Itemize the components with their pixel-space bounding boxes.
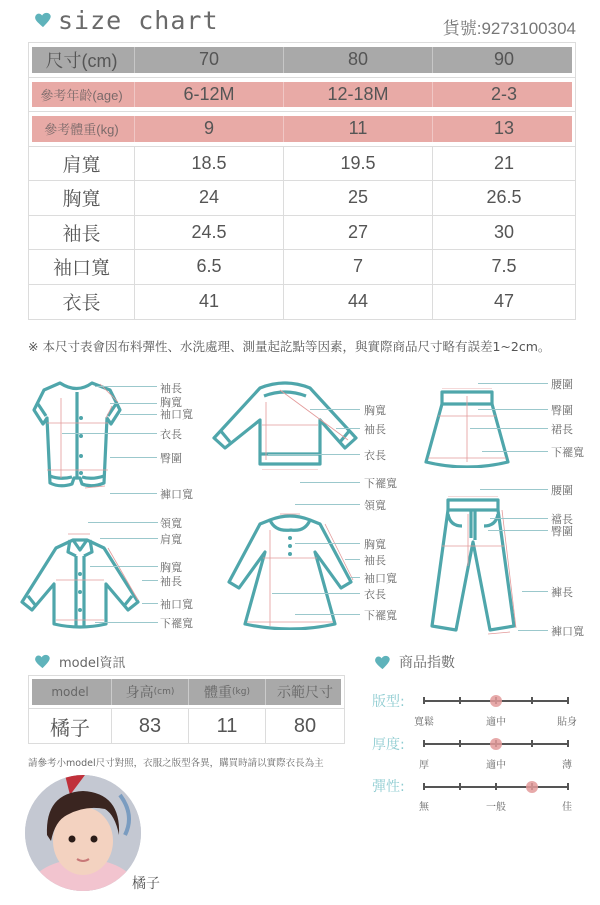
romper-label: 袖長	[160, 382, 182, 395]
scale-label: 貼身	[557, 717, 577, 728]
row-label: 袖口寬	[29, 250, 135, 284]
table-cell: 13	[493, 118, 515, 139]
model-section-label: model資訊	[59, 656, 126, 671]
model-height: 83	[112, 709, 189, 743]
scale-label: 佳	[562, 802, 572, 813]
pants-label: 臀圍	[551, 525, 573, 538]
model-avatar	[25, 775, 141, 891]
table-cell: 9	[135, 112, 284, 146]
table-cell: 26.5	[486, 187, 522, 208]
model-name: 橘子	[29, 709, 112, 743]
shirt-label: 胸寬	[160, 561, 182, 574]
table-cell: 7	[284, 250, 433, 284]
romper-label: 衣長	[160, 428, 182, 441]
weight-row	[29, 112, 575, 147]
header-model: model	[29, 676, 112, 708]
table-row	[29, 285, 575, 320]
model-section-title	[34, 652, 125, 671]
romper-label: 臀圍	[160, 452, 182, 465]
fit-indicator	[490, 695, 502, 707]
scale-label: 適中	[486, 717, 506, 728]
sweater-label: 胸寬	[364, 404, 386, 417]
table-cell: 12-18M	[284, 78, 433, 112]
heart-icon	[34, 12, 52, 28]
dress-label: 下襬寬	[364, 609, 397, 622]
scale-label: 薄	[562, 760, 572, 771]
table-cell: 19.5	[284, 147, 433, 181]
elasticity-indicator	[526, 781, 538, 793]
size-table	[28, 42, 576, 320]
elasticity-label: 彈性:	[372, 779, 405, 795]
table-row	[29, 147, 575, 182]
shirt-label: 袖長	[160, 575, 182, 588]
table-cell: 7.5	[491, 256, 517, 277]
table-cell: 21	[493, 152, 515, 173]
table-cell: 18.5	[135, 147, 284, 181]
table-cell: 44	[284, 285, 433, 320]
shirt-label: 領寬	[160, 517, 182, 530]
scale-label: 一般	[486, 802, 506, 813]
skirt-label: 下襬寬	[551, 446, 584, 459]
pants-diagram-icon	[428, 496, 518, 636]
heart-icon	[34, 654, 51, 669]
scale-label: 適中	[486, 760, 506, 771]
scale-label: 寬鬆	[414, 717, 434, 728]
dress-label: 袖長	[364, 554, 386, 567]
table-cell: 41	[135, 285, 284, 320]
weight-label: 參考體重(kg)	[29, 112, 135, 146]
thickness-label: 厚度:	[372, 737, 405, 753]
table-cell: 2-3	[490, 83, 517, 104]
product-sku: 貨號:9273100304	[442, 19, 576, 38]
pants-label: 襠長	[551, 513, 573, 526]
table-cell: 27	[284, 216, 433, 250]
model-table-row	[29, 709, 344, 743]
skirt-label: 臀圍	[551, 404, 573, 417]
size-90: 90	[493, 49, 515, 70]
pants-label: 腰圍	[551, 484, 573, 497]
row-label: 胸寬	[29, 181, 135, 215]
skirt-label: 腰圍	[551, 378, 573, 391]
row-label: 袖長	[29, 216, 135, 250]
dress-label: 胸寬	[364, 538, 386, 551]
product-index-label: 商品指數	[399, 655, 455, 671]
page-title: size chart	[58, 6, 219, 35]
scale-label: 厚	[419, 760, 429, 771]
model-note: 請參考小model尺寸對照，衣服之版型各異，購買時請以實際衣長為主	[28, 758, 324, 769]
row-label: 衣長	[29, 285, 135, 320]
size-header-row	[29, 43, 575, 78]
model-size: 80	[293, 714, 317, 737]
shirt-label: 肩寬	[160, 533, 182, 546]
pants-label: 褲口寬	[551, 625, 584, 638]
table-cell: 6.5	[135, 250, 284, 284]
table-cell: 24	[135, 181, 284, 215]
scale-label: 無	[419, 802, 429, 813]
age-label: 參考年齡(age)	[29, 78, 135, 112]
size-header-label: 尺寸(cm)	[29, 43, 135, 77]
size-disclaimer: ※ 本尺寸表會因布料彈性、水洗處理、測量起訖點等因素，與實際商品尺寸略有誤差1~2cm。	[28, 339, 551, 354]
shirt-label: 下襬寬	[160, 617, 193, 630]
dress-label: 衣長	[364, 588, 386, 601]
romper-label: 胸寬	[160, 396, 182, 409]
romper-label: 袖口寬	[160, 408, 193, 421]
table-cell: 30	[493, 221, 515, 242]
sweater-label: 袖長	[364, 423, 386, 436]
heart-icon	[374, 655, 391, 670]
table-cell: 11	[284, 112, 433, 146]
pants-label: 褲長	[551, 586, 573, 599]
row-label: 肩寬	[29, 147, 135, 181]
sweater-diagram-icon	[210, 380, 360, 470]
size-70: 70	[135, 43, 284, 77]
header-demo-size: 示範尺寸	[277, 685, 333, 701]
table-cell: 24.5	[135, 216, 284, 250]
avatar-caption: 橘子	[132, 876, 160, 892]
shirt-diagram-icon	[18, 530, 143, 630]
model-weight: 11	[189, 709, 266, 743]
romper-diagram-icon	[30, 378, 125, 496]
sweater-label: 下襬寬	[364, 477, 397, 490]
dress-label: 領寬	[364, 499, 386, 512]
table-cell: 25	[284, 181, 433, 215]
table-row	[29, 181, 575, 216]
model-table-header	[29, 676, 344, 709]
header-weight: 體重 (kg)	[189, 676, 266, 708]
thickness-indicator	[490, 738, 502, 750]
table-row	[29, 250, 575, 285]
table-cell: 6-12M	[135, 78, 284, 112]
model-table	[28, 675, 345, 744]
sweater-label: 衣長	[364, 449, 386, 462]
romper-label: 褲口寬	[160, 488, 193, 501]
table-row	[29, 216, 575, 251]
size-80: 80	[284, 43, 433, 77]
dress-label: 袖口寬	[364, 572, 397, 585]
skirt-label: 裙長	[551, 423, 573, 436]
dress-diagram-icon	[225, 510, 355, 630]
header-height: 身高 (cm)	[112, 676, 189, 708]
age-row	[29, 78, 575, 113]
fit-label: 版型:	[372, 694, 405, 710]
shirt-label: 袖口寬	[160, 598, 193, 611]
product-index-title	[374, 652, 455, 672]
table-cell: 47	[493, 291, 515, 312]
